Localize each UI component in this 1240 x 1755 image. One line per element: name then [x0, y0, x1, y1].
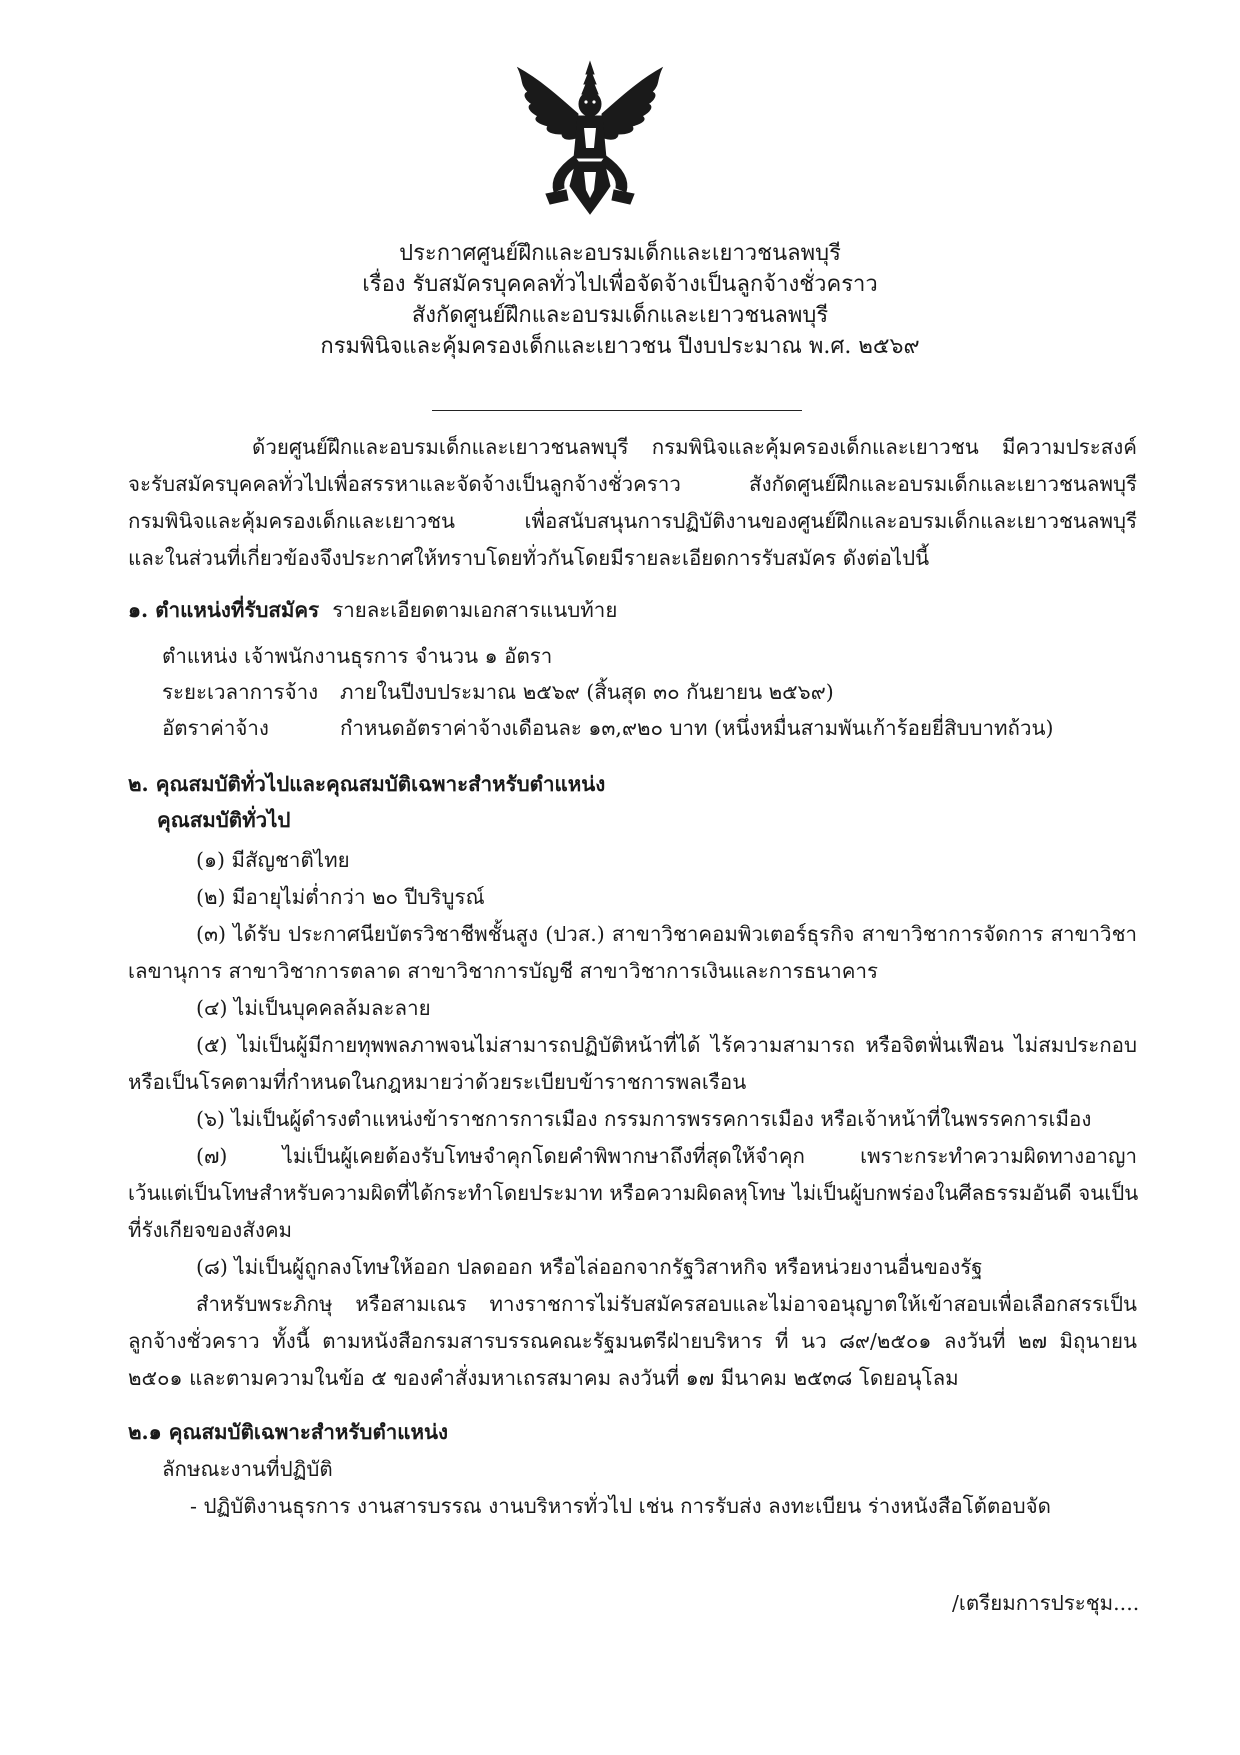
section-2-1-heading: ๒.๑ คุณสมบัติเฉพาะสำหรับตำแหน่ง	[128, 1420, 449, 1444]
period-line	[162, 678, 834, 706]
qualification-4: (๔) ไม่เป็นบุคคลล้มละลาย	[196, 996, 431, 1020]
period-label: ระยะเวลาการจ้าง	[162, 680, 319, 704]
monk-clause-line-3: ๒๕๐๑ และตามความในข้อ ๕ ของคำสั่งมหาเถรสมาคม ลงวันที่ ๑๗ มีนาคม ๒๕๓๘ โดยอนุโลม	[128, 1366, 959, 1390]
duty-1: - ปฏิบัติงานธุรการ งานสารบรรณ งานบริหารทั่วไป เช่น การรับส่ง ลงทะเบียน ร่างหนังสือโต้ตอบจัด	[190, 1494, 1051, 1518]
section-1-note: รายละเอียดตามเอกสารแนบท้าย	[332, 598, 618, 622]
intro-line-3: กรมพินิจและคุ้มครองเด็กและเยาวชน เพื่อสนับสนุนการปฏิบัติงานของศูนย์ฝึกและอบรมเด็กและเยาวชนลพบุรี	[128, 509, 1137, 533]
monk-clause-line-1: สำหรับพระภิกษุ หรือสามเณร ทางราชการไม่รับสมัครสอบและไม่อาจอนุญาตให้เข้าสอบเพื่อเลือกสรรเป็น	[196, 1292, 1137, 1316]
section-2-heading: ๒. คุณสมบัติทั่วไปและคุณสมบัติเฉพาะสำหรับตำแหน่ง	[128, 772, 606, 796]
qualification-3-line-2: เลขานุการ สาขาวิชาการตลาด สาขาวิชาการบัญชี สาขาวิชาการเงินและการธนาคาร	[128, 959, 878, 983]
qualification-3-line-1: (๓) ได้รับ ประกาศนียบัตรวิชาชีพชั้นสูง (ปวส.) สาขาวิชาคอมพิวเตอร์ธุรกิจ สาขาวิชาการจัดการ สาขาวิชา	[196, 922, 1137, 946]
job-nature-heading: ลักษณะงานที่ปฏิบัติ	[162, 1457, 333, 1481]
wage-value: กำหนดอัตราค่าจ้างเดือนละ ๑๓,๙๒๐ บาท (หนึ่งหมื่นสามพันเก้าร้อยยี่สิบบาทถ้วน)	[340, 716, 1054, 740]
period-value: ภายในปีงบประมาณ ๒๕๖๙ (สิ้นสุด ๓๐ กันยายน ๒๕๖๙)	[340, 680, 834, 704]
qualification-8: (๘) ไม่เป็นผู้ถูกลงโทษให้ออก ปลดออก หรือไล่ออกจากรัฐวิสาหกิจ หรือหน่วยงานอื่นของรัฐ	[196, 1255, 983, 1279]
intro-line-1: ด้วยศูนย์ฝึกและอบรมเด็กและเยาวชนลพบุรี กรมพินิจและคุ้มครองเด็กและเยาวชน มีความประสงค์	[252, 435, 1137, 459]
intro-line-2: จะรับสมัครบุคคลทั่วไปเพื่อสรรหาและจัดจ้างเป็นลูกจ้างชั่วคราว สังกัดศูนย์ฝึกและอบรมเด็กและเยาวชนลพบุรี	[128, 472, 1137, 496]
section-1-heading: ๑. ตำแหน่งที่รับสมัคร	[128, 598, 320, 622]
header-line-2: เรื่อง รับสมัครบุคคลทั่วไปเพื่อจัดจ้างเป็นลูกจ้างชั่วคราว	[362, 272, 878, 297]
wage-line	[162, 714, 1053, 742]
qualification-2: (๒) มีอายุไม่ต่ำกว่า ๒๐ ปีบริบูรณ์	[196, 885, 485, 909]
qualification-5-line-1: (๕) ไม่เป็นผู้มีกายทุพพลภาพจนไม่สามารถปฏิบัติหน้าที่ได้ ไร้ความสามารถ หรือจิตฟั่นเฟือน ไม่สมประกอบ	[196, 1033, 1137, 1057]
garuda-emblem	[510, 58, 670, 218]
header-line-1: ประกาศศูนย์ฝึกและอบรมเด็กและเยาวชนลพบุรี	[399, 241, 841, 266]
header-divider	[432, 410, 802, 411]
general-qualifications-heading: คุณสมบัติทั่วไป	[157, 808, 291, 832]
qualification-6: (๖) ไม่เป็นผู้ดำรงตำแหน่งข้าราชการการเมือง กรรมการพรรคการเมือง หรือเจ้าหน้าที่ในพรรคการเมือง	[196, 1107, 1092, 1131]
monk-clause-line-2: ลูกจ้างชั่วคราว ทั้งนี้ ตามหนังสือกรมสารบรรณคณะรัฐมนตรีฝ่ายบริหาร ที่ นว ๘๙/๒๕๐๑ ลงวันที่ ๒๗ มิถุนายน	[128, 1329, 1137, 1353]
header-line-3: สังกัดศูนย์ฝึกและอบรมเด็กและเยาวชนลพบุรี	[411, 303, 829, 328]
section-1-heading-line	[128, 596, 617, 624]
qualification-7-line-2: เว้นแต่เป็นโทษสำหรับความผิดที่ได้กระทำโดยประมาท หรือความผิดลหุโทษ ไม่เป็นผู้บกพร่องในศีลธรรมอันดี จนเป็น	[128, 1181, 1139, 1205]
continuation-marker: /เตรียมการประชุม....	[952, 1591, 1140, 1615]
header-line-4: กรมพินิจและคุ้มครองเด็กและเยาวชน ปีงบประมาณ พ.ศ. ๒๕๖๙	[320, 334, 920, 359]
qualification-5-line-2: หรือเป็นโรคตามที่กำหนดในกฎหมายว่าด้วยระเบียบข้าราชการพลเรือน	[128, 1070, 747, 1094]
position-line: ตำแหน่ง เจ้าพนักงานธุรการ จำนวน ๑ อัตรา	[162, 644, 553, 668]
intro-line-4: และในส่วนที่เกี่ยวข้องจึงประกาศให้ทราบโดยทั่วกันโดยมีรายละเอียดการรับสมัคร ดังต่อไปนี้	[128, 546, 930, 570]
announcement-header	[0, 238, 1240, 362]
qualification-1: (๑) มีสัญชาติไทย	[196, 848, 350, 872]
qualification-7-line-3: ที่รังเกียจของสังคม	[128, 1218, 293, 1242]
qualification-7-line-1: (๗) ไม่เป็นผู้เคยต้องรับโทษจำคุกโดยคำพิพากษาถึงที่สุดให้จำคุก เพราะกระทำความผิดทางอาญา	[196, 1144, 1137, 1168]
wage-label: อัตราค่าจ้าง	[162, 716, 269, 740]
